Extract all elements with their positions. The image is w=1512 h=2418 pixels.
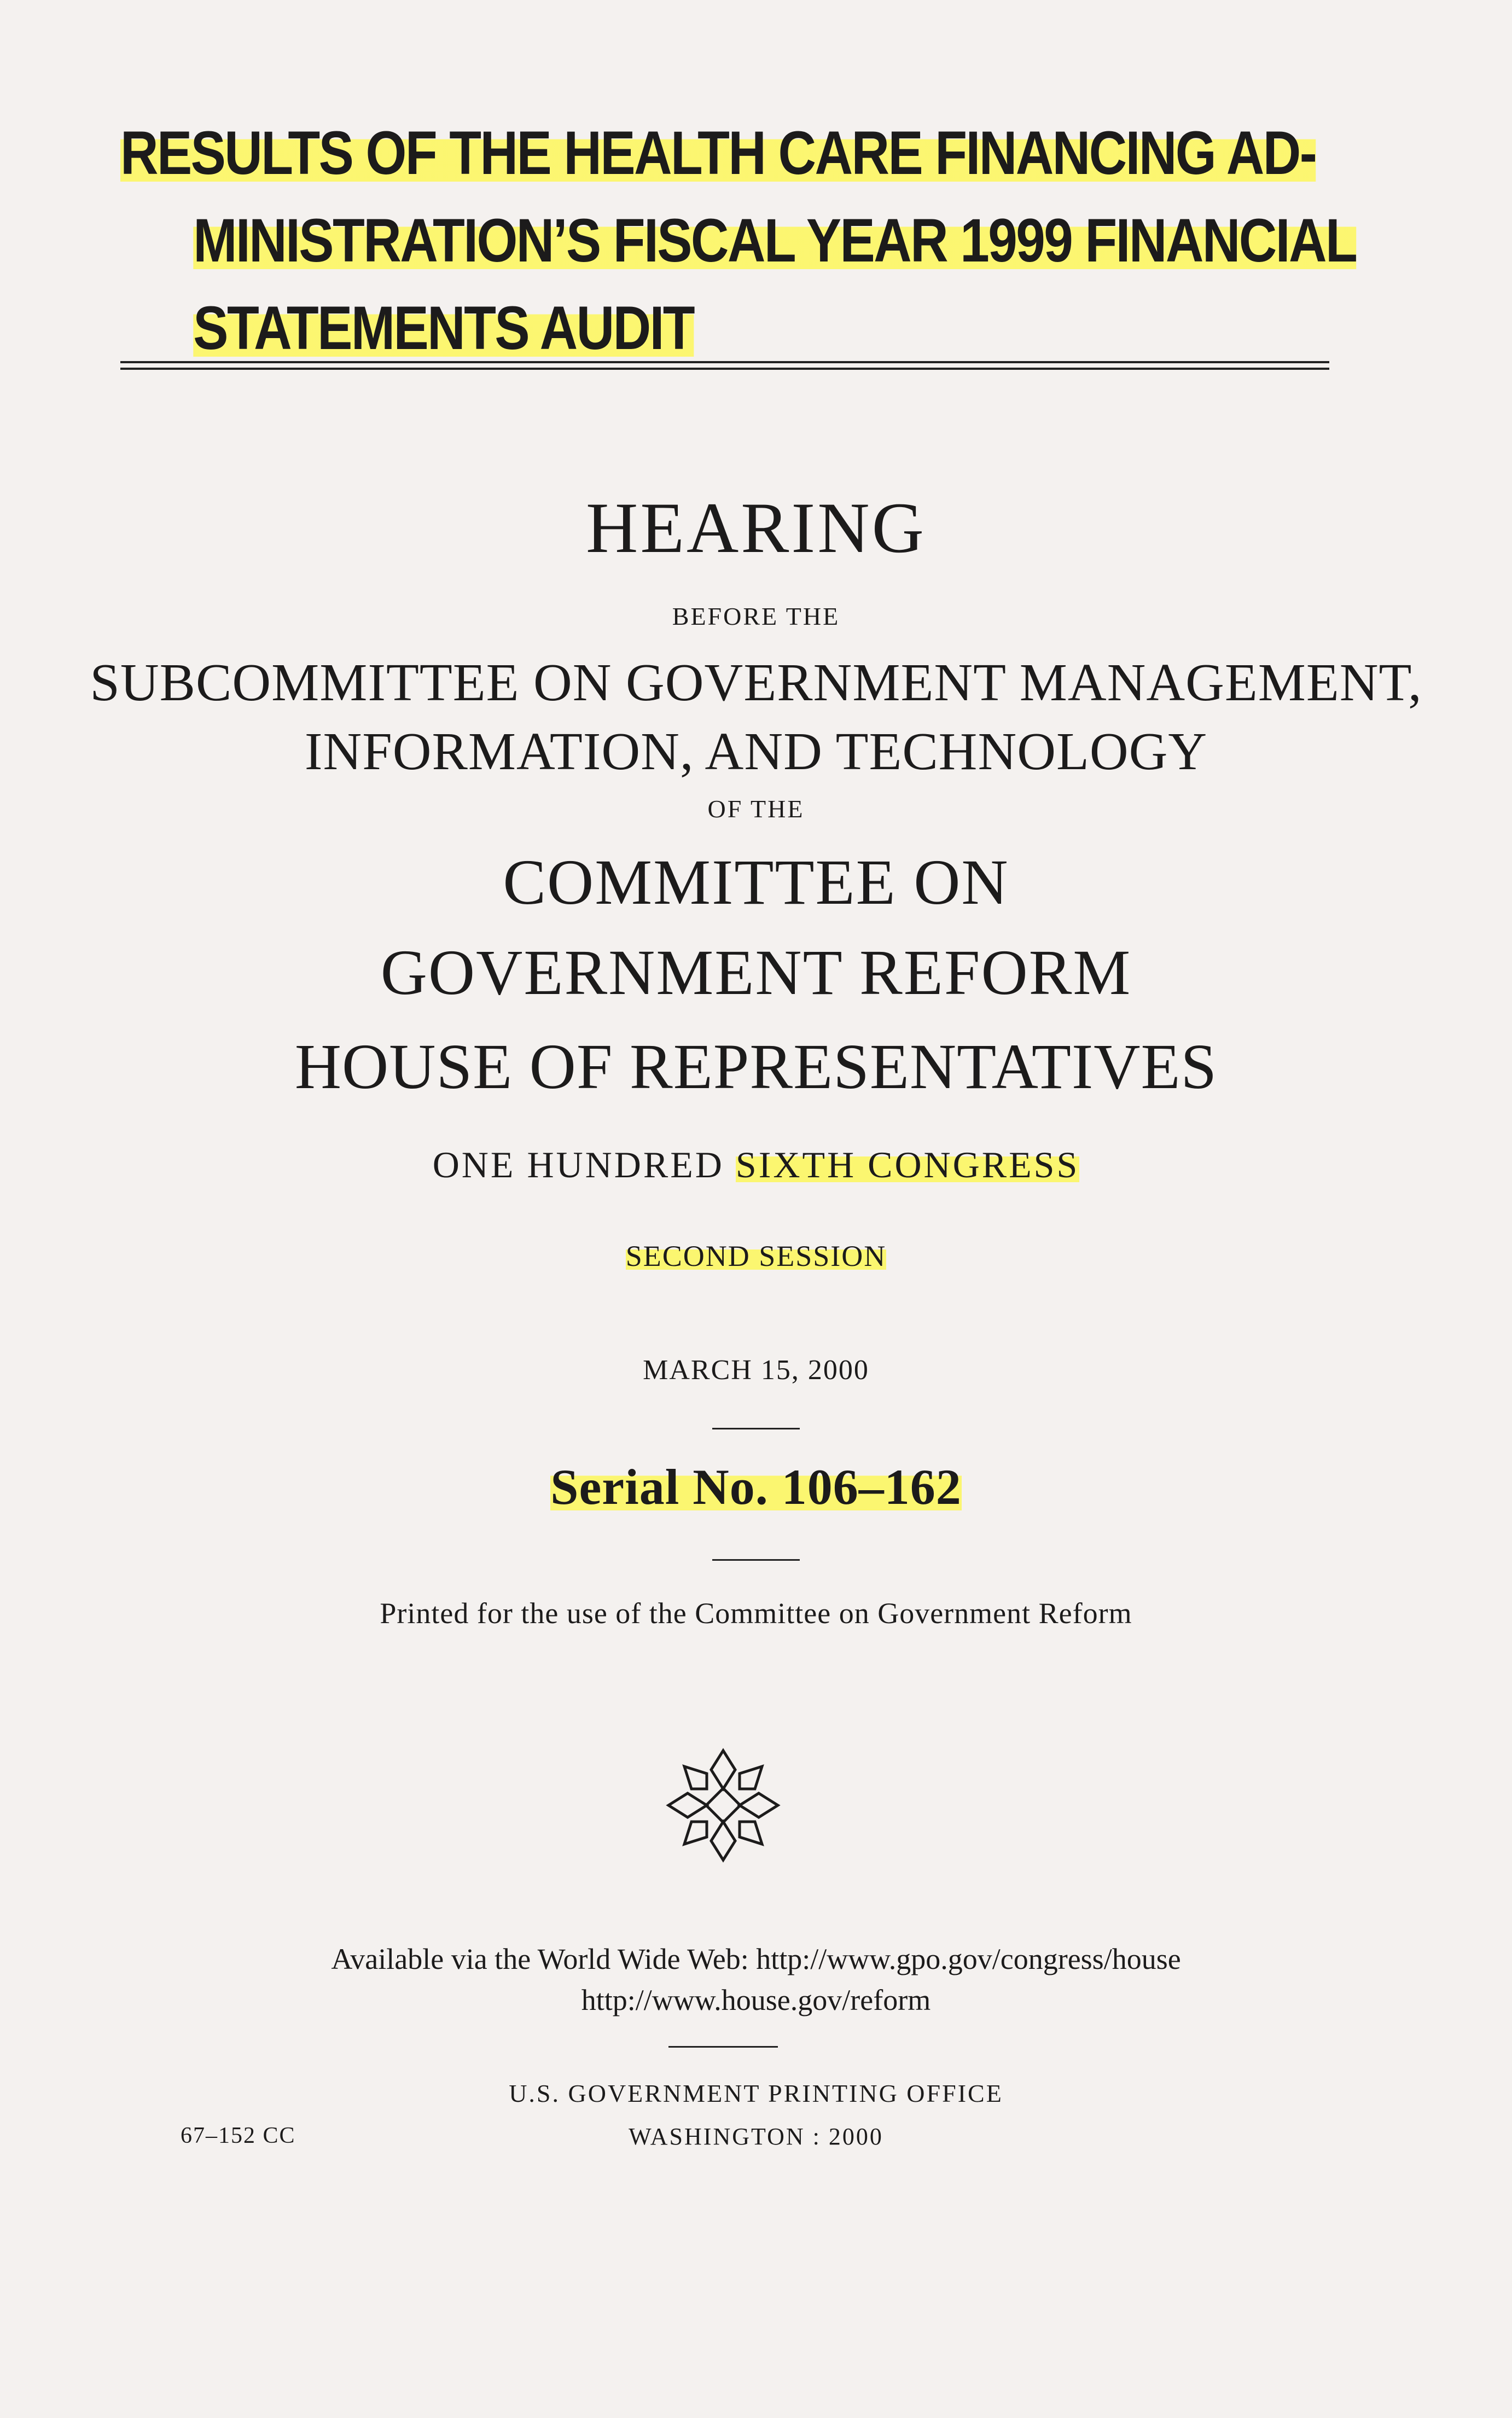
document-title <box>120 109 1357 372</box>
hearing-date: MARCH 15, 2000 <box>643 1355 869 1386</box>
availability-rule <box>668 2046 778 2048</box>
title-rule-bottom <box>120 368 1329 370</box>
availability-line-1: Available via the World Wide Web: http://www.gpo.gov/congress/house <box>331 1943 1181 1975</box>
place-year: WASHINGTON : 2000 <box>629 2123 883 2150</box>
session-line <box>0 1239 1512 1273</box>
printed-for-line: Printed for the use of the Committee on Government Reform <box>380 1597 1132 1630</box>
availability-line-2: http://www.house.gov/reform <box>581 1984 931 2016</box>
session-text: SECOND SESSION <box>625 1240 887 1272</box>
committee-line-1: COMMITTEE ON <box>503 846 1009 918</box>
house-name: HOUSE OF REPRESENTATIVES <box>294 1031 1218 1102</box>
congress-prefix: ONE HUNDRED <box>432 1144 736 1185</box>
title-rule-top <box>120 361 1329 363</box>
title-line-1: RESULTS OF THE HEALTH CARE FINANCING AD- <box>120 119 1316 187</box>
publisher: U.S. GOVERNMENT PRINTING OFFICE <box>509 2079 1003 2107</box>
subcommittee-line-1: SUBCOMMITTEE ON GOVERNMENT MANAGEMENT, <box>90 653 1422 712</box>
stock-number: 67–152 CC <box>181 2123 296 2148</box>
title-line-3: STATEMENTS AUDIT <box>193 294 694 362</box>
title-line-2: MINISTRATION’S FISCAL YEAR 1999 FINANCIAL <box>193 206 1357 275</box>
committee-name <box>0 837 1512 1018</box>
committee-line-2: GOVERNMENT REFORM <box>380 937 1132 1008</box>
hearing-heading: HEARING <box>586 487 926 568</box>
date-rule <box>712 1428 800 1429</box>
serial-text: Serial No. 106–162 <box>550 1459 962 1515</box>
congress-line <box>0 1143 1512 1187</box>
subcommittee-line-2: INFORMATION, AND TECHNOLOGY <box>304 722 1208 781</box>
serial-rule <box>712 1559 800 1561</box>
subcommittee-name <box>0 648 1512 786</box>
before-the-label: BEFORE THE <box>672 602 840 630</box>
congress-highlighted: SIXTH CONGRESS <box>735 1144 1080 1185</box>
of-the-label: OF THE <box>707 795 805 823</box>
gpo-seal-icon <box>663 1745 783 1865</box>
serial-number <box>0 1458 1512 1516</box>
